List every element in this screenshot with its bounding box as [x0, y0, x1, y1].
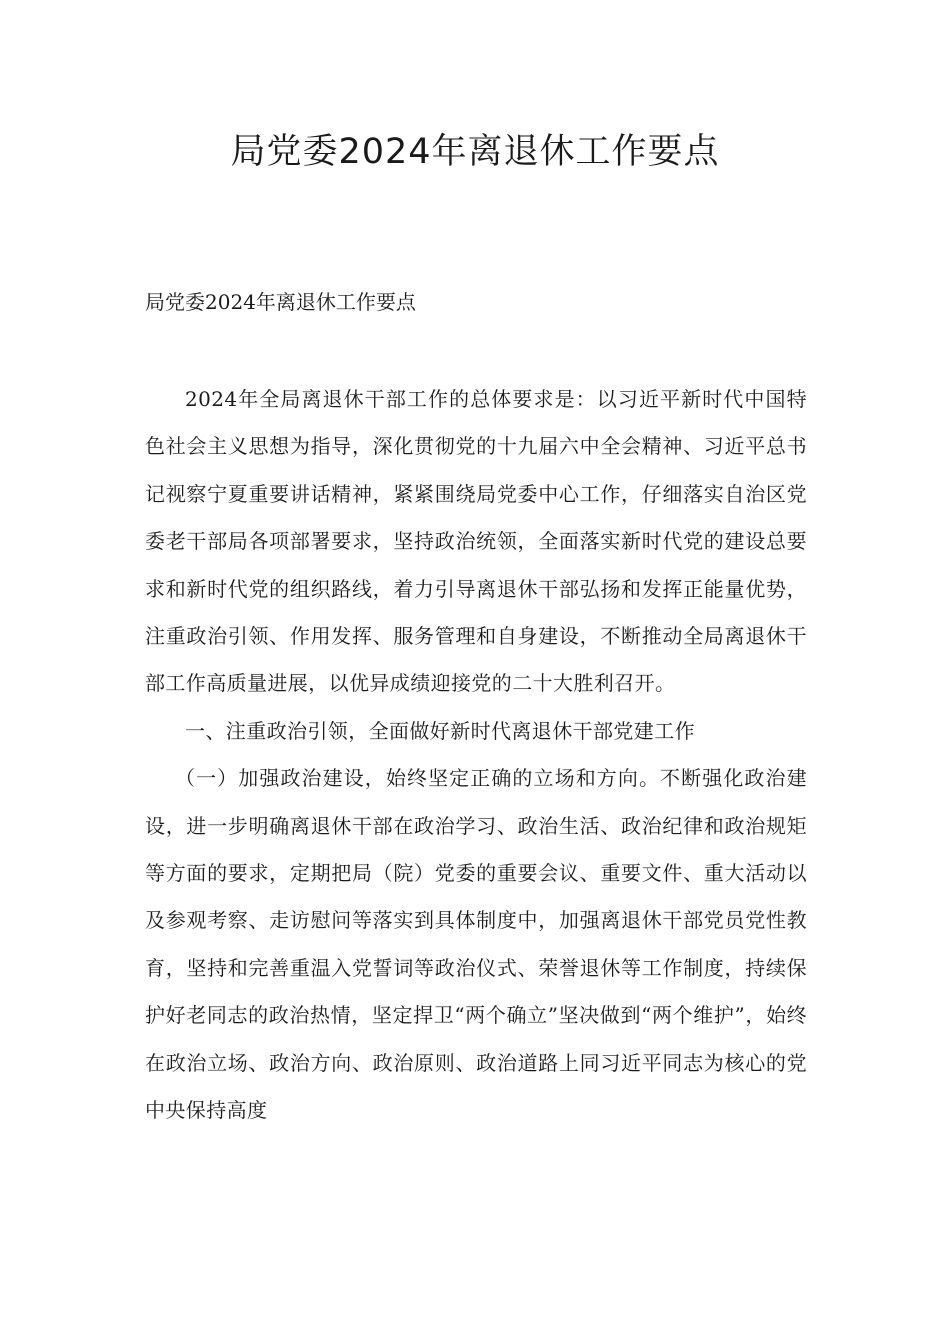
paragraph-overall-requirements: 2024年全局离退休干部工作的总体要求是：以习近平新时代中国特色社会主义思想为指导，深化贯彻党的十九届六中全会精神、习近平总书记视察宁夏重要讲话精神，紧紧围绕局党委中心工作，仔细落实自治区党委老干部局各项部署要求，坚持政治统领，全面落实新时代党的建设总要求和新时代党的组织路线，着力引导离退休干部弘扬和发挥正能量优势，注重政治引领、作用发挥、服务管理和自身建设，不断推动全局离退休干部工作高质量进展，以优异成绩迎接党的二十大胜利召开。: [145, 387, 807, 696]
document-body: [145, 376, 807, 1135]
section-heading-1: 一、注重政治引领，全面做好新时代离退休干部党建工作: [185, 718, 695, 743]
document-title: 局党委2024年离退休工作要点: [230, 132, 720, 172]
paragraph-political-construction: （一）加强政治建设，始终坚定正确的立场和方向。不断强化政治建设，进一步明确离退休干部在政治学习、政治生活、政治纪律和政治规矩等方面的要求，定期把局（院）党委的重要会议、重要文件、重大活动以及参观考察、走访慰问等落实到具体制度中，加强离退休干部党员党性教育，坚持和完善重温入党誓词等政治仪式、荣誉退休等工作制度，持续保护好老同志的政治热情，坚定捍卫“两个确立”坚决做到“两个维护”，始终在政治立场、政治方向、政治原则、政治道路上同习近平同志为核心的党中央保持高度: [145, 766, 807, 1123]
document-subtitle: 局党委2024年离退休工作要点: [145, 290, 416, 314]
